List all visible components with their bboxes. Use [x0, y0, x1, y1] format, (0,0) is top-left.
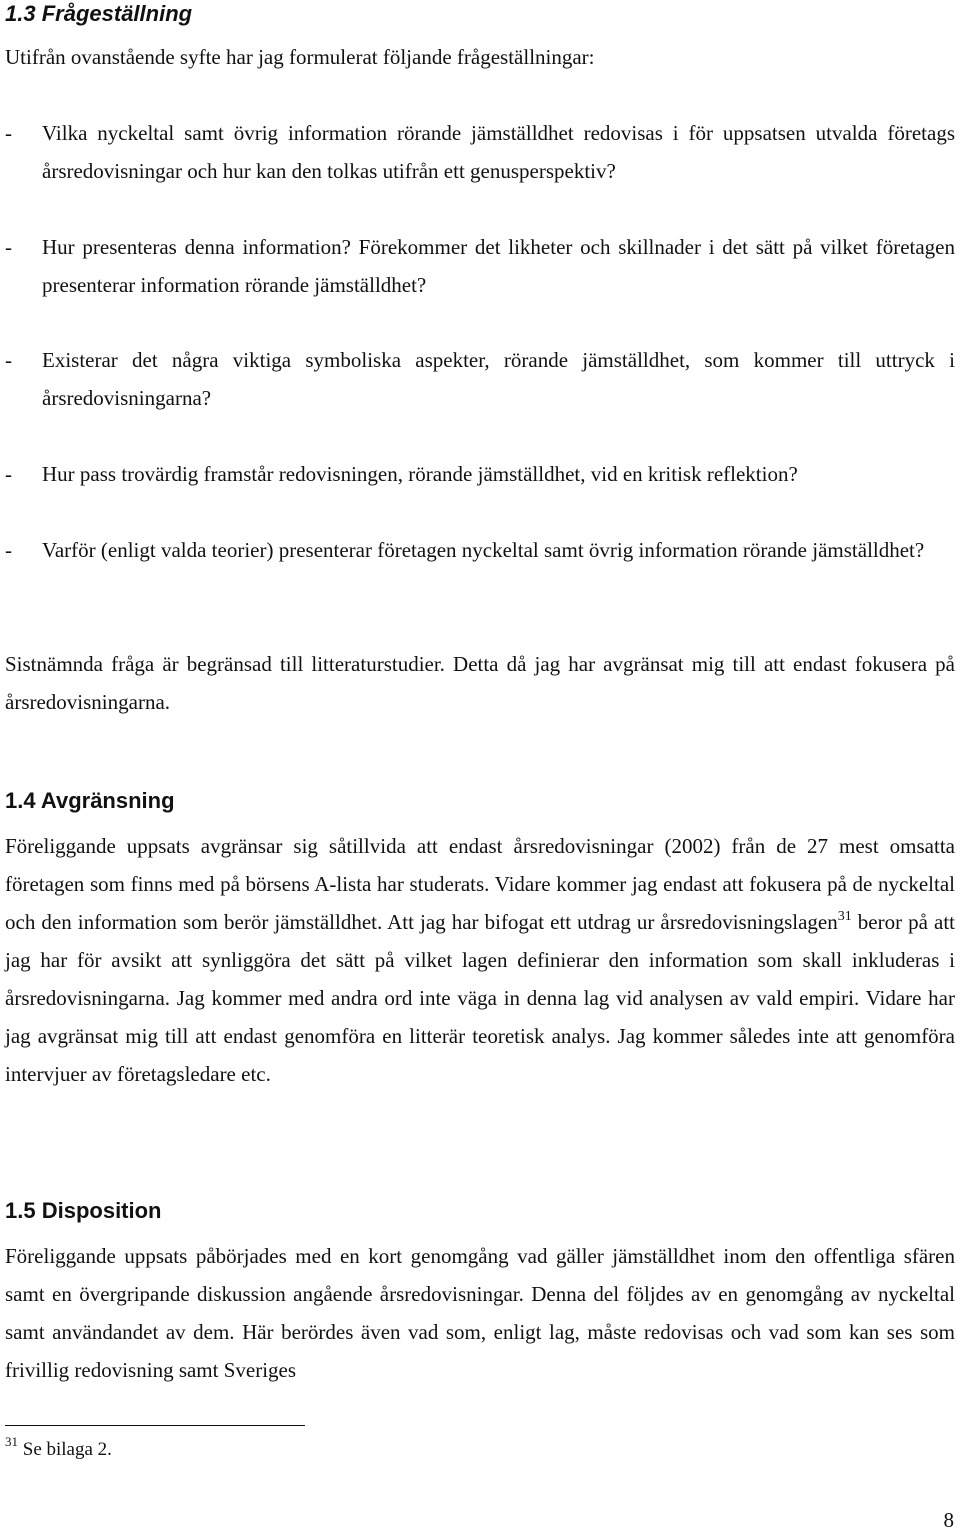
section-number: 1.5 [5, 1198, 36, 1223]
intro-paragraph: Utifrån ovanstående syfte har jag formulerat följande frågeställningar: [5, 45, 595, 69]
question-item-4 [5, 455, 955, 493]
question-text: Hur pass trovärdig framstår redovisningen, rörande jämställdhet, vid en kritisk reflektion? [42, 462, 798, 486]
question-text: Vilka nyckeltal samt övrig information rörande jämställdhet redovisas i för uppsatsen utvalda företags årsredovisningar och hur kan den tolkas utifrån ett genusperspektiv? [42, 121, 955, 183]
question-item-3 [5, 341, 955, 417]
closing-paragraph: Sistnämnda fråga är begränsad till litteraturstudier. Detta då jag har avgränsat mig till att endast fokusera på årsredovisningarna. [5, 652, 955, 714]
section-heading-1-5 [5, 1198, 162, 1224]
section-heading-1-4 [5, 788, 175, 814]
footnote-reference: 31 [837, 909, 852, 924]
question-text: Existerar det några viktiga symboliska aspekter, rörande jämställdhet, som kommer till uttryck i årsredovisningarna? [42, 348, 955, 410]
section-number: 1.3 [5, 1, 36, 26]
footnote-divider [5, 1425, 305, 1426]
bullet-dash: - [5, 121, 12, 145]
section-number: 1.4 [5, 788, 36, 813]
section-title: Disposition [41, 1198, 162, 1223]
footnote-text: Se bilaga 2. [18, 1439, 112, 1460]
disposition-paragraph: Föreliggande uppsats påbörjades med en kort genomgång vad gäller jämställdhet inom den offentliga sfären samt en övergripande diskussion angående årsredovisningar. Denna del följdes av en genomgång av nyckeltal samt användandet av dem. Här berördes även vad som, enligt lag, måste redovisas och vad som kan ses som frivillig redovisning samt Sveriges [5, 1244, 955, 1382]
question-item-2 [5, 228, 955, 304]
page-number: 8 [943, 1508, 954, 1532]
footnote-number: 31 [5, 1434, 18, 1449]
section-heading-1-3 [5, 1, 192, 27]
delimitation-paragraph [5, 827, 955, 1093]
question-item-5 [5, 531, 955, 569]
question-item-1 [5, 114, 955, 190]
question-text: Hur presenteras denna information? Förekommer det likheter och skillnader i det sätt på vilket företagen presenterar information rörande jämställdhet? [42, 235, 955, 297]
section-title: Frågeställning [41, 1, 193, 26]
bullet-dash: - [5, 462, 12, 486]
bullet-dash: - [5, 235, 12, 259]
bullet-dash: - [5, 348, 12, 372]
footnote [5, 1436, 112, 1464]
paragraph-text-part: beror på att jag har för avsikt att synliggöra det sätt på vilket lagen definierar den information som skall inkluderas i årsredovisningarna. Jag kommer med andra ord inte väga in denna lag vid analysen av vald empiri. Vidare har jag avgränsat mig till att endast genomföra en litterär teoretisk analys. Jag kommer således inte att genomföra intervjuer av företagsledare etc. [5, 910, 955, 1086]
paragraph-text-part: Föreliggande uppsats avgränsar sig såtillvida att endast årsredovisningar (2002) från de 27 mest omsatta företagen som finns med på börsens A-lista har studerats. Vidare kommer jag endast att fokusera på de nyckeltal och den information som berör jämställdhet. Att jag har bifogat ett utdrag ur årsredovisningslagen [5, 834, 955, 934]
bullet-dash: - [5, 538, 12, 562]
section-title: Avgränsning [40, 788, 175, 813]
question-text: Varför (enligt valda teorier) presenterar företagen nyckeltal samt övrig information rörande jämställdhet? [42, 538, 925, 562]
